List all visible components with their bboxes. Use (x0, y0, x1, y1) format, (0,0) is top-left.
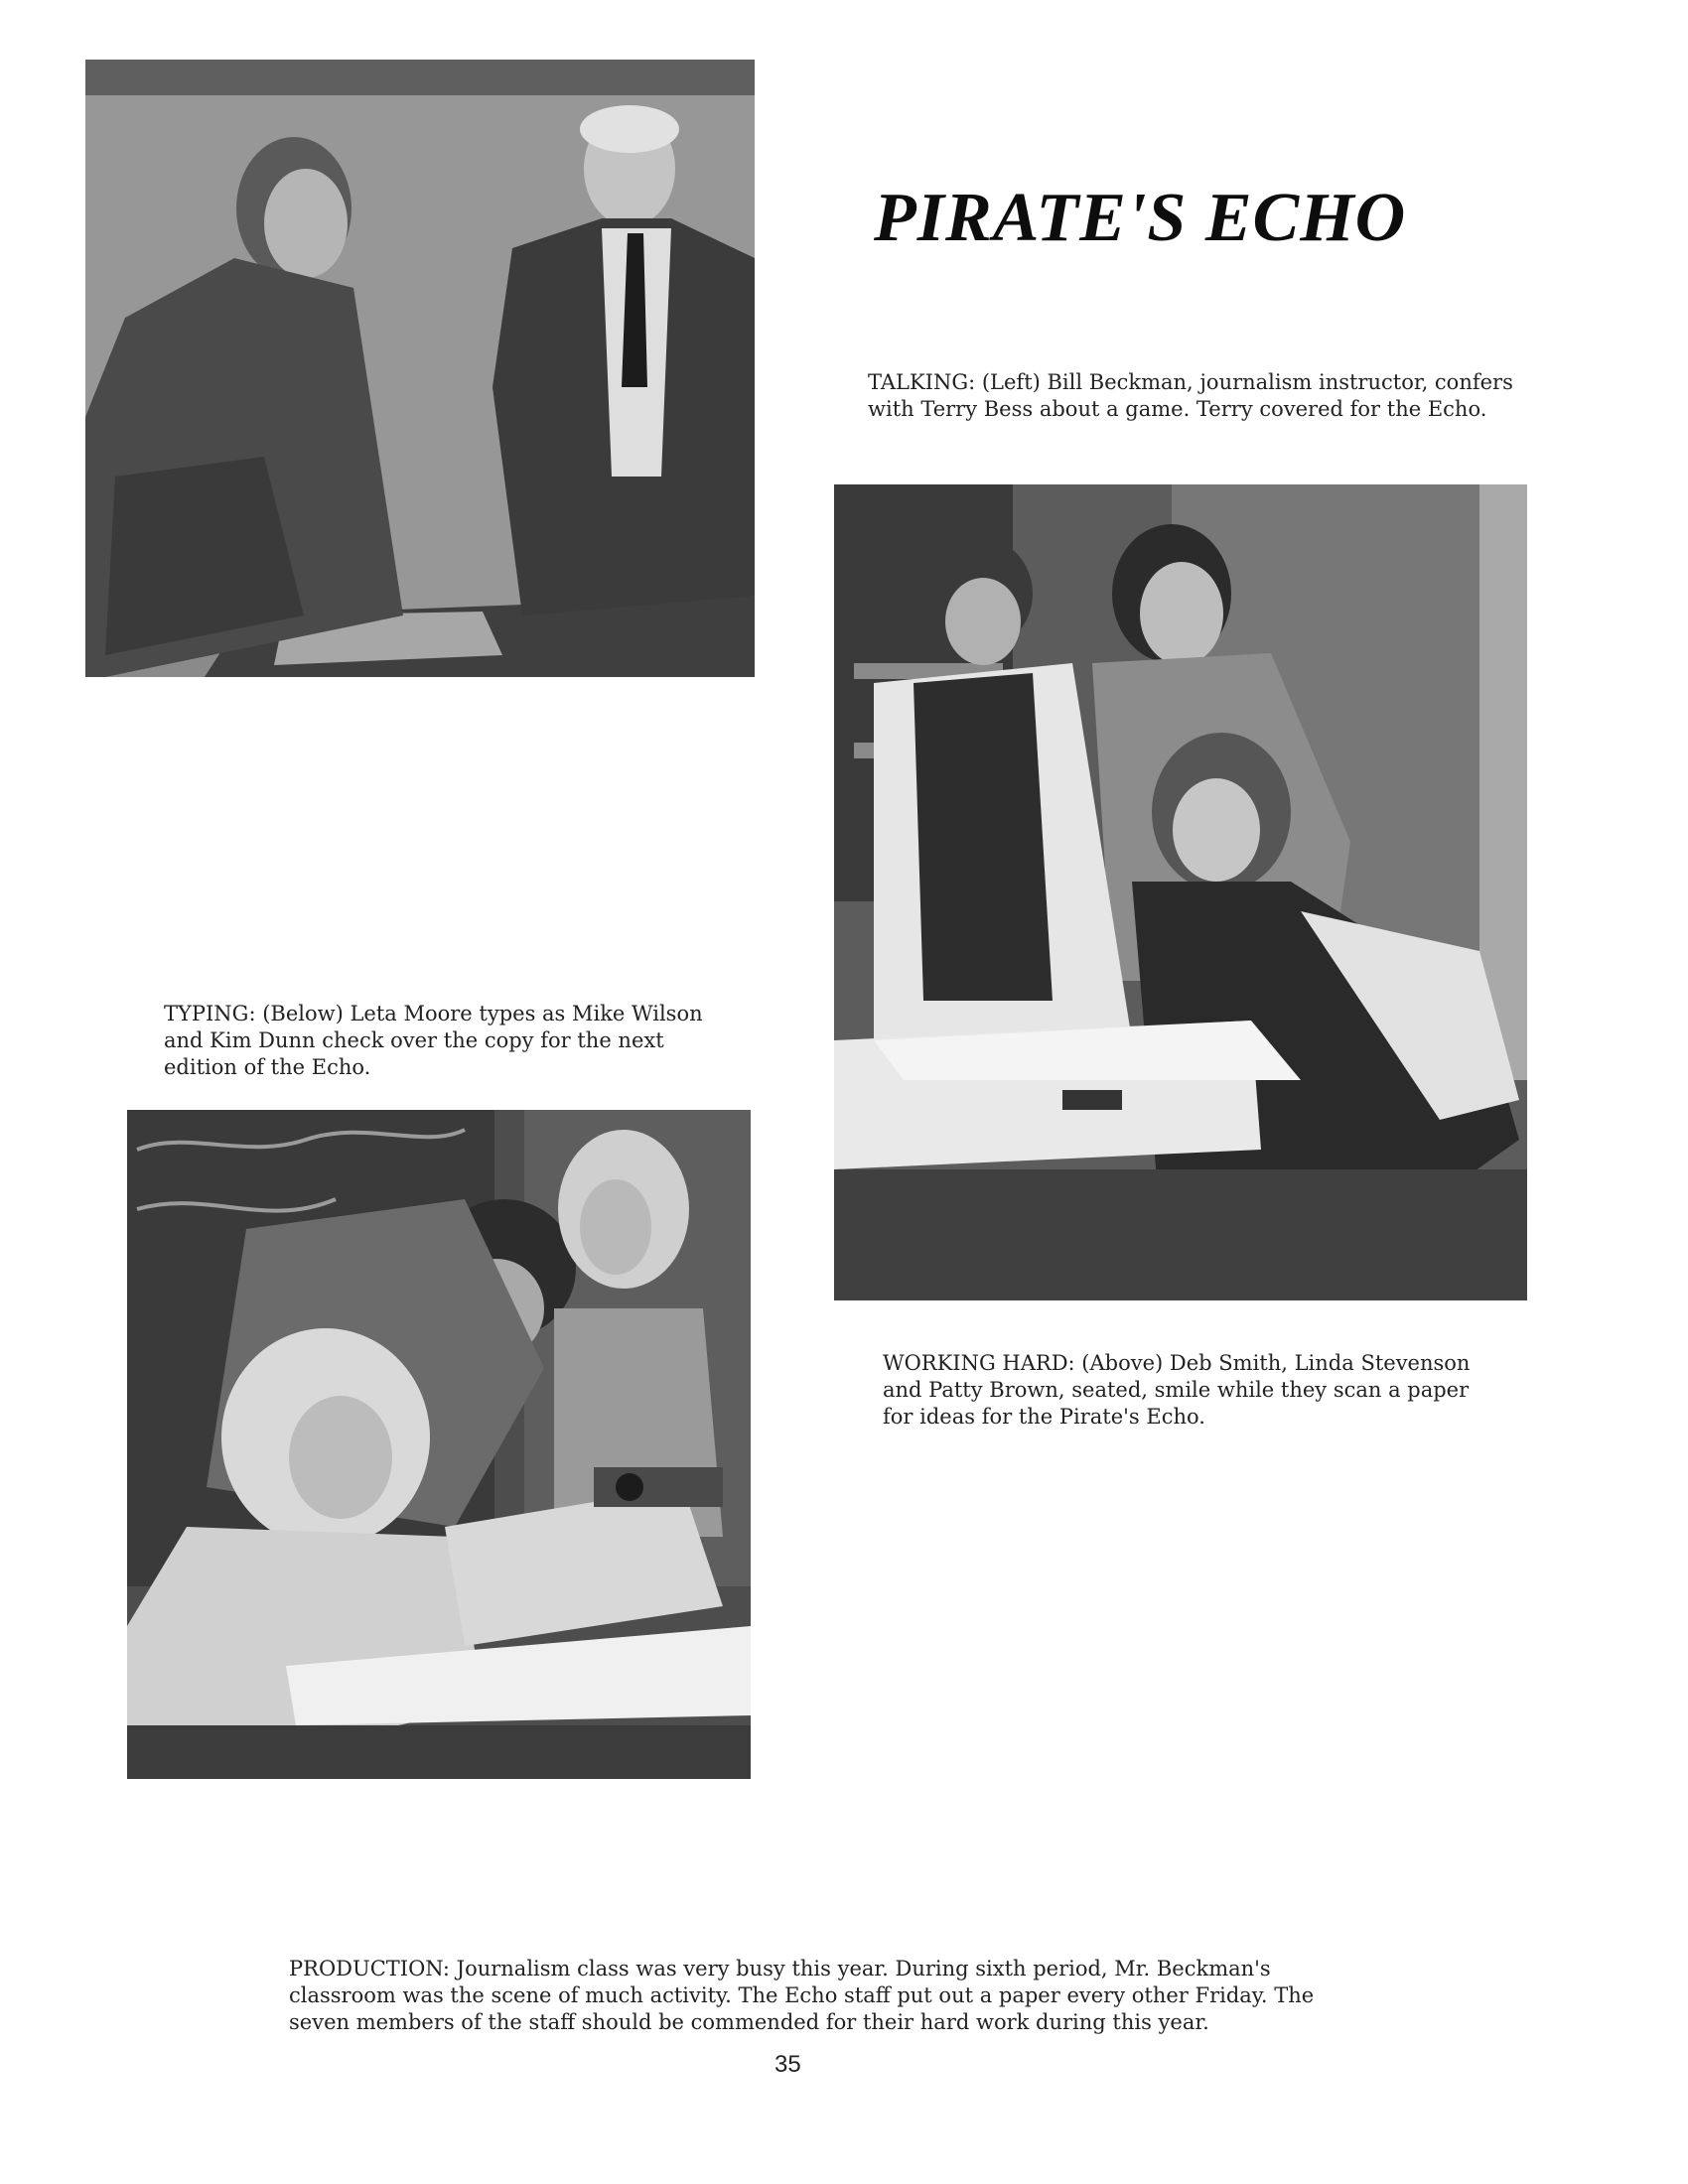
caption-typing: TYPING: (Below) Leta Moore types as Mike Wilson and Kim Dunn check over the copy for the next edition of the Echo. (164, 1002, 703, 1079)
photo-typing (127, 1110, 751, 1779)
page-title: PIRATE'S ECHO (874, 180, 1407, 256)
photo-typing-image (127, 1110, 751, 1779)
page-number: 35 (774, 2051, 801, 2078)
caption-production: PRODUCTION: Journalism class was very busy this year. During sixth period, Mr. Beckman's classroom was the scene of much activity. The Echo staff put out a paper every other Friday. The seven members of the staff should be commended for their hard work during this year. (289, 1957, 1315, 2034)
caption-talking: TALKING: (Left) Bill Beckman, journalism instructor, confers with Terry Bess about a game. Terry covered for the Echo. (868, 370, 1513, 421)
caption-working-hard: WORKING HARD: (Above) Deb Smith, Linda Stevenson and Patty Brown, seated, smile while they scan a paper for ideas for the Pirate's Echo. (883, 1351, 1471, 1429)
photo-talking-image (85, 60, 755, 677)
photo-working-hard-image (834, 484, 1527, 1300)
photo-talking (85, 60, 755, 677)
photo-working-hard (834, 484, 1527, 1300)
